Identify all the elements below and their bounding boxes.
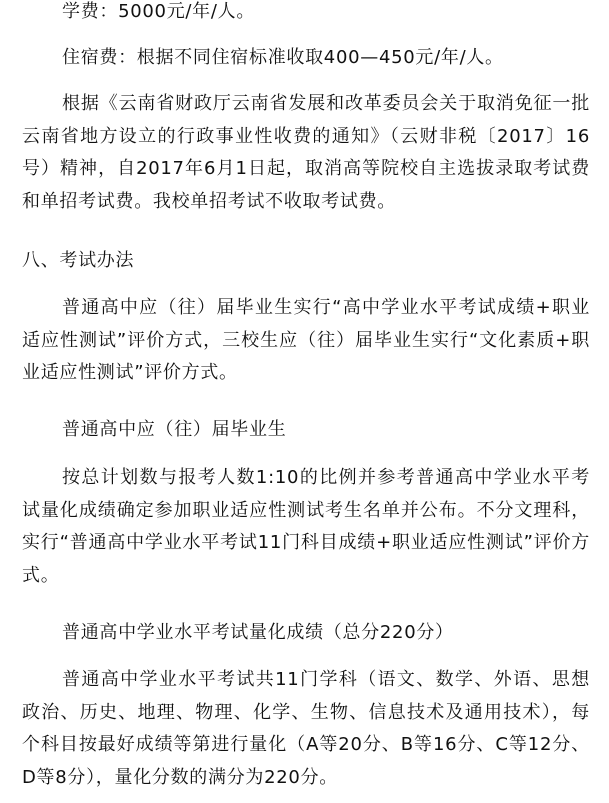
quantified-score-paragraph: 普通高中学业水平考试共11门学科（语文、数学、外语、思想政治、历史、地理、物理、化学、生物、信息技术及通用技术），每个科目按最好成绩等第进行量化（A等20分、B等16分、C等12分、D等8分），量化分数的满分为220分。 [22, 669, 590, 788]
fee-policy-paragraph: 根据《云南省财政厅云南省发展和改革委员会关于取消免征一批云南省地方设立的行政事业性收费的通知》（云财非税〔2017〕16号）精神，自2017年6月1日起，取消高等院校自主选拔录取考试费和单招考试费。我校单招考试不收取考试费。 [22, 93, 590, 212]
tuition-fee-paragraph: 学费：5000元/年/人。 [62, 1, 256, 22]
accommodation-fee-paragraph: 住宿费：根据不同住宿标准收取400—450元/年/人。 [62, 47, 504, 68]
subheading-high-school-graduates: 普通高中应（往）届毕业生 [62, 419, 287, 440]
evaluation-method-paragraph: 普通高中应（往）届毕业生实行“高中学业水平考试成绩+职业适应性测试”评价方式，三校生应（往）届毕业生实行“文化素质+职业适应性测试”评价方式。 [22, 297, 590, 383]
selection-rule-paragraph: 按总计划数与报考人数1:10的比例并参考普通高中学业水平考试量化成绩确定参加职业适应性测试考生名单并公布。不分文理科，实行“普通高中学业水平考试11门科目成绩+职业适应性测试”评价方式。 [22, 467, 590, 586]
section-heading-exam-method: 八、考试办法 [22, 250, 135, 271]
subheading-quantified-score: 普通高中学业水平考试量化成绩（总分220分） [62, 622, 454, 643]
